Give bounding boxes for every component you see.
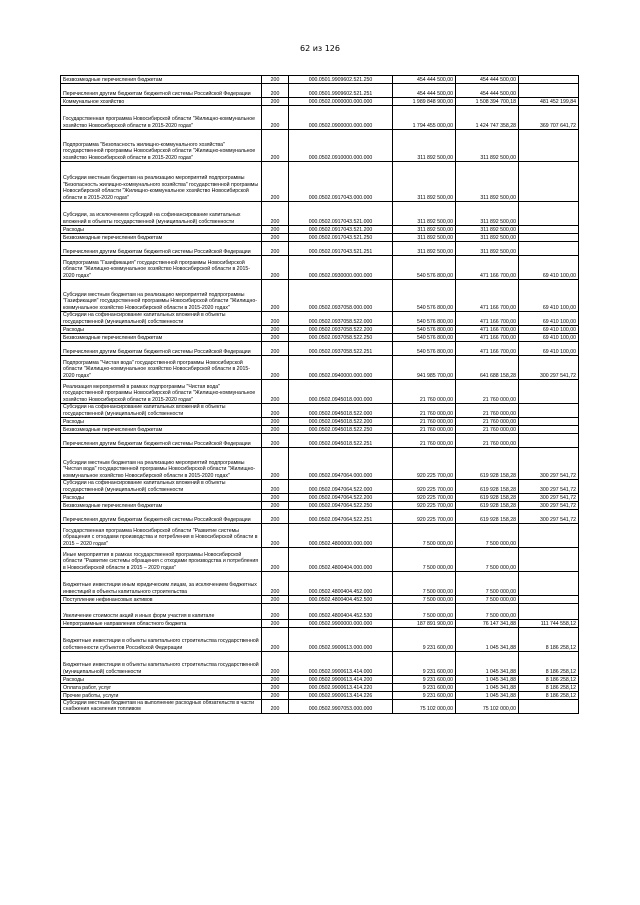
row-plan-amount: 21 760 000,00 [393, 434, 456, 448]
row-approved-amount: 471 166 700,00 [456, 280, 519, 312]
row-difference-amount: 300 297 541,72 [519, 480, 579, 494]
row-code: 000.0502.0945018.522.200 [289, 418, 393, 426]
row-difference-amount [519, 226, 579, 234]
table-row [61, 312, 579, 326]
row-kvr: 200 [262, 334, 289, 342]
row-plan-amount: 920 225 700,00 [393, 480, 456, 494]
row-plan-amount: 920 225 700,00 [393, 502, 456, 510]
table-row [61, 234, 579, 242]
row-approved-amount: 7 500 000,00 [456, 548, 519, 572]
row-kvr: 200 [262, 130, 289, 162]
row-plan-amount: 1 794 455 000,00 [393, 106, 456, 130]
row-code: 000.0502.0937058.522.200 [289, 326, 393, 334]
row-kvr: 200 [262, 448, 289, 480]
row-difference-amount: 69 410 100,00 [519, 334, 579, 342]
row-plan-amount: 920 225 700,00 [393, 448, 456, 480]
row-approved-amount: 311 892 500,00 [456, 226, 519, 234]
row-approved-amount: 471 166 700,00 [456, 334, 519, 342]
row-approved-amount: 1 045 341,88 [456, 676, 519, 684]
row-code: 000.0502.0945018.000.000 [289, 380, 393, 404]
row-difference-amount [519, 380, 579, 404]
row-name: Государственная программа Новосибирской области "Развитие системы обращения с отходами производства и потребления в Новосибирской области в 2015 – 2020 годах" [61, 524, 262, 548]
row-plan-amount: 540 576 800,00 [393, 334, 456, 342]
row-code: 000.0502.0917043.521.250 [289, 234, 393, 242]
row-approved-amount: 1 045 341,88 [456, 692, 519, 700]
row-name: Прочие работы, услуги [61, 692, 262, 700]
row-name: Расходы [61, 676, 262, 684]
table-row [61, 628, 579, 652]
table-row [61, 596, 579, 604]
row-approved-amount: 7 500 000,00 [456, 596, 519, 604]
table-row [61, 426, 579, 434]
row-difference-amount: 8 186 258,12 [519, 692, 579, 700]
row-kvr: 200 [262, 404, 289, 418]
row-difference-amount [519, 596, 579, 604]
row-name: Безвозмездные перечисления бюджетам [61, 426, 262, 434]
row-code: 000.0502.0937058.522.000 [289, 312, 393, 326]
table-row [61, 280, 579, 312]
table-row [61, 202, 579, 226]
row-kvr: 200 [262, 494, 289, 502]
row-difference-amount: 8 186 258,12 [519, 652, 579, 676]
row-approved-amount: 619 928 158,28 [456, 448, 519, 480]
row-name: Перечисления другим бюджетам бюджетной системы Российской Федерации [61, 342, 262, 356]
table-row [61, 404, 579, 418]
row-name: Поступление нефинансовых активов [61, 596, 262, 604]
row-name: Субсидии на софинансирование капитальных вложений в объекты государственной (муниципальной) собственности [61, 312, 262, 326]
row-code: 000.0502.9900613.000.000 [289, 628, 393, 652]
row-plan-amount: 454 444 500,00 [393, 76, 456, 84]
row-approved-amount: 311 892 500,00 [456, 242, 519, 256]
budget-table-body [61, 76, 579, 714]
row-kvr: 200 [262, 502, 289, 510]
row-name: Расходы [61, 418, 262, 426]
table-row [61, 480, 579, 494]
row-code: 000.0502.4800404.452.500 [289, 596, 393, 604]
table-row [61, 494, 579, 502]
row-name: Реализация мероприятий в рамках подпрограммы "Чистая вода" государственной программы Новосибирской области "Жилищно-коммунальное хозяйство Новосибирской области в 2015-2020 годах" [61, 380, 262, 404]
row-difference-amount: 369 707 641,72 [519, 106, 579, 130]
row-code: 000.0502.4800404.000.000 [289, 548, 393, 572]
row-plan-amount: 7 500 000,00 [393, 548, 456, 572]
row-name: Безвозмездные перечисления бюджетам [61, 234, 262, 242]
row-name: Непрограммные направления областного бюджета [61, 620, 262, 628]
row-plan-amount: 454 444 500,00 [393, 84, 456, 98]
row-code: 000.0502.0917043.000.000 [289, 162, 393, 202]
row-approved-amount: 311 892 500,00 [456, 234, 519, 242]
row-code: 000.0502.0900000.000.000 [289, 106, 393, 130]
row-approved-amount: 471 166 700,00 [456, 326, 519, 334]
row-name: Государственная программа Новосибирской области "Жилищно-коммунальное хозяйство Новосибирской области в 2015-2020 годах" [61, 106, 262, 130]
row-code: 000.0502.9900613.414.220 [289, 684, 393, 692]
row-approved-amount: 7 500 000,00 [456, 524, 519, 548]
row-plan-amount: 311 892 500,00 [393, 202, 456, 226]
row-difference-amount [519, 202, 579, 226]
row-kvr: 200 [262, 572, 289, 596]
row-name: Безвозмездные перечисления бюджетам [61, 502, 262, 510]
row-difference-amount: 300 297 541,72 [519, 510, 579, 524]
table-row [61, 226, 579, 234]
row-kvr: 200 [262, 426, 289, 434]
row-difference-amount: 300 297 541,72 [519, 494, 579, 502]
row-name: Увеличение стоимости акций и иных форм участия в капитале [61, 604, 262, 620]
row-plan-amount: 540 576 800,00 [393, 280, 456, 312]
row-code: 000.0502.9900000.000.000 [289, 620, 393, 628]
row-approved-amount: 471 166 700,00 [456, 312, 519, 326]
row-approved-amount: 76 147 341,88 [456, 620, 519, 628]
row-difference-amount: 69 410 100,00 [519, 342, 579, 356]
row-kvr: 200 [262, 256, 289, 280]
row-code: 000.0502.0917043.521.200 [289, 226, 393, 234]
row-approved-amount: 1 045 341,88 [456, 684, 519, 692]
row-plan-amount: 1 989 848 900,00 [393, 98, 456, 106]
row-difference-amount [519, 604, 579, 620]
row-plan-amount: 941 985 700,00 [393, 356, 456, 380]
row-code: 000.0502.0910000.000.000 [289, 130, 393, 162]
row-plan-amount: 9 231 600,00 [393, 628, 456, 652]
row-difference-amount: 481 452 199,84 [519, 98, 579, 106]
row-plan-amount: 21 760 000,00 [393, 380, 456, 404]
table-row [61, 76, 579, 84]
row-code: 000.0501.9909602.521.250 [289, 76, 393, 84]
row-code: 000.0502.0917043.521.251 [289, 242, 393, 256]
row-code: 000.0502.9900613.414.000 [289, 652, 393, 676]
row-code: 000.0502.4800404.452.530 [289, 604, 393, 620]
row-approved-amount: 619 928 158,28 [456, 480, 519, 494]
row-name: Перечисления другим бюджетам бюджетной системы Российской Федерации [61, 510, 262, 524]
row-plan-amount: 9 231 600,00 [393, 652, 456, 676]
row-difference-amount: 69 410 100,00 [519, 256, 579, 280]
row-approved-amount: 1 508 394 700,18 [456, 98, 519, 106]
row-plan-amount: 540 576 800,00 [393, 342, 456, 356]
row-code: 000.0502.0940000.000.000 [289, 356, 393, 380]
row-approved-amount: 454 444 500,00 [456, 84, 519, 98]
row-code: 000.0502.9900613.414.200 [289, 676, 393, 684]
row-plan-amount: 7 500 000,00 [393, 604, 456, 620]
row-code: 000.0502.9907053.000.000 [289, 700, 393, 714]
row-approved-amount: 619 928 158,28 [456, 510, 519, 524]
row-plan-amount: 311 892 500,00 [393, 226, 456, 234]
row-approved-amount: 1 424 747 358,28 [456, 106, 519, 130]
row-plan-amount: 311 892 500,00 [393, 162, 456, 202]
row-difference-amount: 69 410 100,00 [519, 326, 579, 334]
row-kvr: 200 [262, 202, 289, 226]
row-plan-amount: 9 231 600,00 [393, 676, 456, 684]
row-kvr: 200 [262, 620, 289, 628]
row-plan-amount: 7 500 000,00 [393, 572, 456, 596]
row-kvr: 200 [262, 628, 289, 652]
table-row [61, 604, 579, 620]
row-difference-amount [519, 76, 579, 84]
row-kvr: 200 [262, 280, 289, 312]
row-kvr: 200 [262, 380, 289, 404]
table-row [61, 676, 579, 684]
row-code: 000.0502.0947064.522.250 [289, 502, 393, 510]
row-difference-amount [519, 434, 579, 448]
row-difference-amount: 300 297 541,72 [519, 502, 579, 510]
row-difference-amount: 69 410 100,00 [519, 280, 579, 312]
row-approved-amount: 21 760 000,00 [456, 426, 519, 434]
row-approved-amount: 471 166 700,00 [456, 342, 519, 356]
row-name: Субсидии местным бюджетам на выполнение расходных обязательств в части снабжения населения топливом [61, 700, 262, 714]
row-kvr: 200 [262, 326, 289, 334]
row-kvr: 200 [262, 676, 289, 684]
row-plan-amount: 540 576 800,00 [393, 312, 456, 326]
row-code: 000.0502.0947064.522.200 [289, 494, 393, 502]
row-approved-amount: 311 892 500,00 [456, 162, 519, 202]
row-code: 000.0502.0947064.522.251 [289, 510, 393, 524]
row-plan-amount: 311 892 500,00 [393, 130, 456, 162]
row-name: Подпрограмма "Газификация" государственной программы Новосибирской области "Жилищно-коммунальное хозяйство Новосибирской области в 2015-2020 годах" [61, 256, 262, 280]
row-plan-amount: 540 576 800,00 [393, 326, 456, 334]
row-difference-amount [519, 130, 579, 162]
row-kvr: 200 [262, 604, 289, 620]
row-code: 000.0502.0947064.522.000 [289, 480, 393, 494]
table-row [61, 572, 579, 596]
table-row [61, 256, 579, 280]
row-difference-amount: 8 186 258,12 [519, 628, 579, 652]
row-kvr: 200 [262, 76, 289, 84]
row-kvr: 200 [262, 106, 289, 130]
table-row [61, 700, 579, 714]
row-difference-amount [519, 234, 579, 242]
row-kvr: 200 [262, 434, 289, 448]
budget-table [60, 75, 579, 714]
row-name: Бюджетные инвестиции в объекты капитального строительства государственной (муниципальной) собственности [61, 652, 262, 676]
row-name: Субсидии местным бюджетам на реализацию мероприятий подпрограммы "Безопасность жилищно-коммунального хозяйства" государственной программы Новосибирской области "Жилищно-коммунальное хозяйство Новосибирской области в 2015-2020 годах" [61, 162, 262, 202]
row-approved-amount: 1 045 341,88 [456, 652, 519, 676]
row-kvr: 200 [262, 234, 289, 242]
row-kvr: 200 [262, 242, 289, 256]
table-row [61, 510, 579, 524]
row-kvr: 200 [262, 312, 289, 326]
row-difference-amount: 300 297 541,72 [519, 448, 579, 480]
row-code: 000.0502.0945018.522.250 [289, 426, 393, 434]
row-plan-amount: 21 760 000,00 [393, 404, 456, 418]
row-difference-amount [519, 242, 579, 256]
row-approved-amount: 471 166 700,00 [456, 256, 519, 280]
row-approved-amount: 311 892 500,00 [456, 130, 519, 162]
row-code: 000.0502.0917043.521.000 [289, 202, 393, 226]
row-approved-amount: 619 928 158,28 [456, 494, 519, 502]
row-name: Субсидии, за исключением субсидий на софинансирование капитальных вложений в объекты государственной (муниципальной) собственности [61, 202, 262, 226]
row-plan-amount: 311 892 500,00 [393, 242, 456, 256]
row-code: 000.0502.4800404.452.000 [289, 572, 393, 596]
row-kvr: 200 [262, 510, 289, 524]
row-plan-amount: 21 760 000,00 [393, 418, 456, 426]
row-code: 000.0502.0930000.000.000 [289, 256, 393, 280]
row-plan-amount: 920 225 700,00 [393, 494, 456, 502]
row-kvr: 200 [262, 524, 289, 548]
row-plan-amount: 920 225 700,00 [393, 510, 456, 524]
row-difference-amount [519, 404, 579, 418]
row-name: Безвозмездные перечисления бюджетам [61, 334, 262, 342]
table-row [61, 84, 579, 98]
table-row [61, 448, 579, 480]
row-name: Бюджетные инвестиции иным юридическим лицам, за исключением бюджетных инвестиций в объекты капитального строительства [61, 572, 262, 596]
table-row [61, 418, 579, 426]
table-row [61, 342, 579, 356]
row-name: Подпрограмма "Чистая вода" государственной программы Новосибирской области "Жилищно-коммунальное хозяйство Новосибирской области в 2015-2020 годах" [61, 356, 262, 380]
table-row [61, 98, 579, 106]
table-row [61, 652, 579, 676]
row-name: Перечисления другим бюджетам бюджетной системы Российской Федерации [61, 84, 262, 98]
row-approved-amount: 641 688 158,28 [456, 356, 519, 380]
row-code: 000.0502.4800000.000.000 [289, 524, 393, 548]
row-difference-amount [519, 418, 579, 426]
row-name: Перечисления другим бюджетам бюджетной системы Российской Федерации [61, 242, 262, 256]
row-name: Коммунальное хозяйство [61, 98, 262, 106]
row-kvr: 200 [262, 692, 289, 700]
row-name: Расходы [61, 326, 262, 334]
row-kvr: 200 [262, 162, 289, 202]
row-plan-amount: 7 500 000,00 [393, 596, 456, 604]
row-approved-amount: 21 760 000,00 [456, 418, 519, 426]
row-plan-amount: 75 102 000,00 [393, 700, 456, 714]
table-row [61, 548, 579, 572]
page-counter: 62 из 126 [300, 44, 340, 53]
table-row [61, 502, 579, 510]
row-approved-amount: 454 444 500,00 [456, 76, 519, 84]
row-kvr: 200 [262, 596, 289, 604]
row-difference-amount [519, 84, 579, 98]
table-row [61, 692, 579, 700]
row-difference-amount: 300 297 541,72 [519, 356, 579, 380]
row-code: 000.0502.0937058.000.000 [289, 280, 393, 312]
table-row [61, 162, 579, 202]
row-name: Иные мероприятия в рамках государственной программы Новосибирской области "Развитие системы обращения с отходами производства и потребления в Новосибирской области в 2015 – 2020 годах" [61, 548, 262, 572]
row-code: 000.0502.0000000.000.000 [289, 98, 393, 106]
row-code: 000.0502.9900613.414.226 [289, 692, 393, 700]
table-row [61, 434, 579, 448]
row-code: 000.0502.0945018.522.251 [289, 434, 393, 448]
row-difference-amount: 111 744 558,12 [519, 620, 579, 628]
row-kvr: 200 [262, 226, 289, 234]
table-row [61, 242, 579, 256]
row-kvr: 200 [262, 356, 289, 380]
row-name: Расходы [61, 494, 262, 502]
row-approved-amount: 311 892 500,00 [456, 202, 519, 226]
row-approved-amount: 21 760 000,00 [456, 380, 519, 404]
row-approved-amount: 7 500 000,00 [456, 604, 519, 620]
table-row [61, 326, 579, 334]
table-row [61, 380, 579, 404]
row-approved-amount: 21 760 000,00 [456, 434, 519, 448]
table-row [61, 684, 579, 692]
row-code: 000.0502.0947064.000.000 [289, 448, 393, 480]
row-difference-amount [519, 700, 579, 714]
table-row [61, 620, 579, 628]
row-plan-amount: 187 891 900,00 [393, 620, 456, 628]
row-difference-amount [519, 426, 579, 434]
row-name: Расходы [61, 226, 262, 234]
row-name: Субсидии на софинансирование капитальных вложений в объекты государственной (муниципальной) собственности [61, 480, 262, 494]
row-difference-amount: 8 186 258,12 [519, 684, 579, 692]
row-plan-amount: 9 231 600,00 [393, 684, 456, 692]
table-row [61, 356, 579, 380]
row-difference-amount: 8 186 258,12 [519, 676, 579, 684]
row-name: Безвозмездные перечисления бюджетам [61, 76, 262, 84]
row-name: Субсидии местным бюджетам на реализацию мероприятий подпрограммы "Газификация" государственной программы Новосибирской области "Жилищно-коммунальное хозяйство Новосибирской области в 2015-2020 годах" [61, 280, 262, 312]
row-approved-amount: 7 500 000,00 [456, 572, 519, 596]
table-row [61, 334, 579, 342]
row-name: Субсидии на софинансирование капитальных вложений в объекты государственной (муниципальной) собственности [61, 404, 262, 418]
row-code: 000.0501.9909602.521.251 [289, 84, 393, 98]
row-plan-amount: 311 892 500,00 [393, 234, 456, 242]
row-name: Подпрограмма "Безопасность жилищно-коммунального хозяйства" государственной программы Новосибирской области "Жилищно-коммунальное хозяйство Новосибирской области в 2015-2020 годах" [61, 130, 262, 162]
row-kvr: 200 [262, 700, 289, 714]
row-code: 000.0502.0937058.522.251 [289, 342, 393, 356]
row-code: 000.0502.0945018.522.000 [289, 404, 393, 418]
row-approved-amount: 75 102 000,00 [456, 700, 519, 714]
row-kvr: 200 [262, 98, 289, 106]
table-row [61, 524, 579, 548]
row-approved-amount: 21 760 000,00 [456, 404, 519, 418]
row-approved-amount: 1 045 341,88 [456, 628, 519, 652]
row-plan-amount: 540 576 800,00 [393, 256, 456, 280]
row-kvr: 200 [262, 418, 289, 426]
row-code: 000.0502.0937058.522.250 [289, 334, 393, 342]
row-name: Субсидии местным бюджетам на реализацию мероприятий подпрограммы "Чистая вода" государственной программы Новосибирской области "Жилищно-коммунальное хозяйство Новосибирской области в 2015-2020 годах" [61, 448, 262, 480]
row-difference-amount [519, 162, 579, 202]
row-difference-amount [519, 572, 579, 596]
row-kvr: 200 [262, 652, 289, 676]
row-name: Бюджетные инвестиции в объекты капитального строительства государственной собственности субъектов Российской Федерации [61, 628, 262, 652]
table-row [61, 106, 579, 130]
row-difference-amount [519, 548, 579, 572]
row-plan-amount: 9 231 600,00 [393, 692, 456, 700]
row-name: Оплата работ, услуг [61, 684, 262, 692]
row-kvr: 200 [262, 342, 289, 356]
row-difference-amount: 69 410 100,00 [519, 312, 579, 326]
row-plan-amount: 7 500 000,00 [393, 524, 456, 548]
table-row [61, 130, 579, 162]
row-approved-amount: 619 928 158,28 [456, 502, 519, 510]
row-kvr: 200 [262, 84, 289, 98]
row-difference-amount [519, 524, 579, 548]
row-kvr: 200 [262, 684, 289, 692]
row-kvr: 200 [262, 480, 289, 494]
row-kvr: 200 [262, 548, 289, 572]
row-name: Перечисления другим бюджетам бюджетной системы Российской Федерации [61, 434, 262, 448]
row-plan-amount: 21 760 000,00 [393, 426, 456, 434]
